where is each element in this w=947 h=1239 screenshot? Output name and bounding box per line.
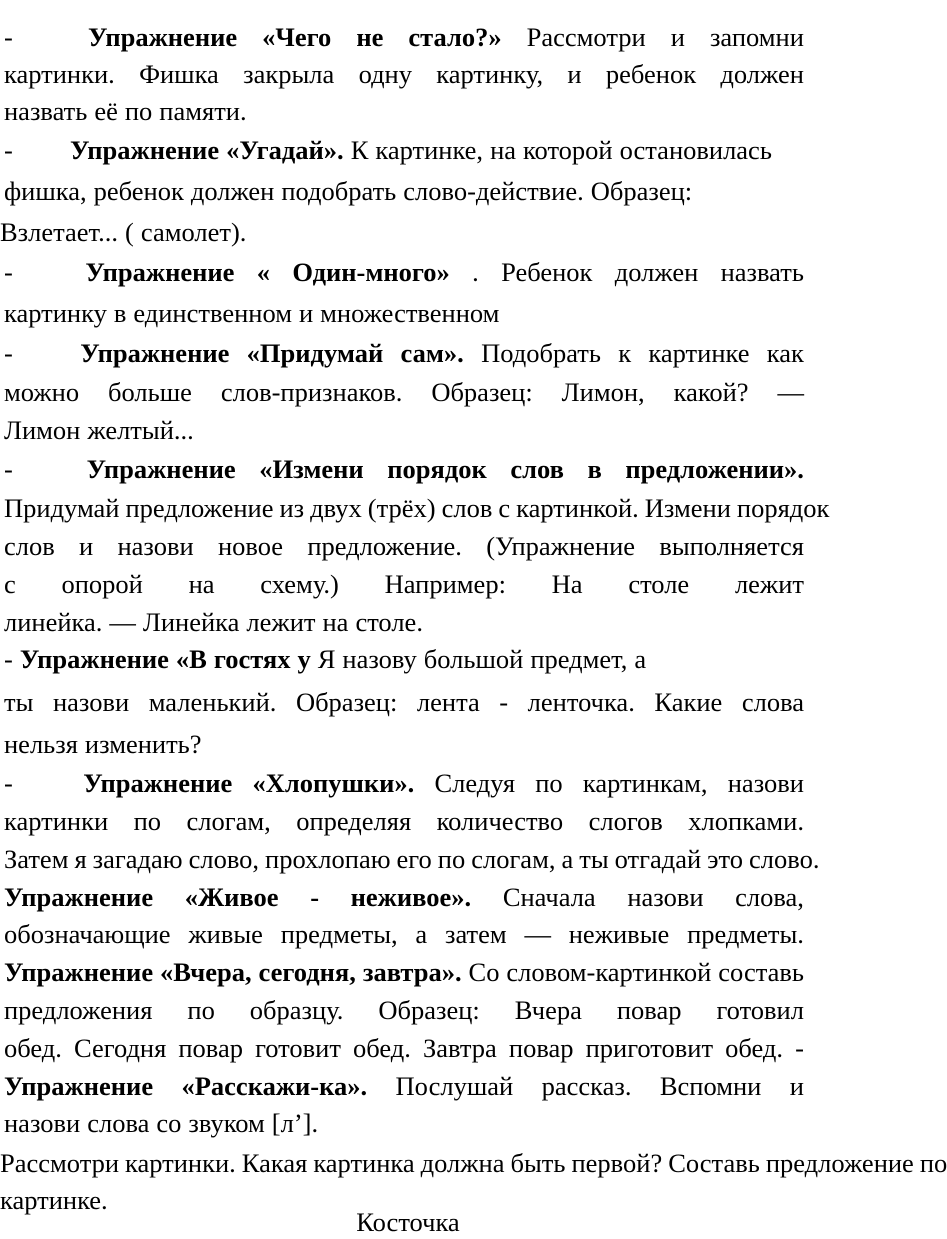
text-line [4,259,804,286]
text-line [4,571,804,598]
body-word: Какая [241,1148,308,1178]
body-word: я [74,844,87,874]
exercise-title-word: «Чего [262,22,332,52]
body-word: предметы, [280,919,398,949]
body-word: назвать [720,257,804,287]
body-word: картинкой. [516,493,639,523]
body-word: со [156,1108,182,1138]
body-word: Лимон, [561,377,645,407]
body-word: Образец: [295,687,398,717]
body-word: и [567,59,582,89]
body-word: нельзя [4,729,78,759]
exercise-title-word: Один-много» [292,257,450,287]
exercise-title-word: предложении». [625,454,804,484]
body-word: картинки. [125,1148,236,1178]
text-line [4,1035,804,1062]
body-word: словом-картинкой [506,957,712,987]
body-word: слогам, [471,844,556,874]
body-word: составь [718,957,804,987]
body-word: Следуя [434,768,516,798]
body-word: — [109,607,136,637]
list-dash: - [4,644,13,674]
body-word: Образец: [431,377,533,407]
body-word: это [707,844,744,874]
body-word: быть [510,1148,566,1178]
exercise-title-word: у [297,644,311,674]
body-word: живые [188,919,263,949]
body-word: закрыла [243,59,335,89]
body-word: по [437,844,466,874]
body-word: самолет). [140,217,247,247]
list-dash: - [4,135,13,165]
text-line [4,340,804,367]
exercise-title-word: «Придумай [246,338,384,368]
body-word: схему.) [260,569,339,599]
body-word: по [133,806,162,836]
body-word: назови [52,687,130,717]
body-word: Составь [668,1148,760,1178]
body-word: множественном [320,298,500,328]
body-word: должен [190,176,275,206]
exercise-title-word: Упражнение [70,135,220,165]
exercise-title-word: гостях [213,644,291,674]
body-word: - [795,1033,804,1063]
text-line [4,493,830,523]
body-word: слова [87,1108,150,1138]
body-word: назови [4,1108,81,1138]
body-word: (Упражнение [486,531,636,561]
body-word: должна [420,1148,505,1178]
body-word: Сегодня [73,1033,167,1063]
text-line [4,770,804,797]
body-word: (трёх) [367,493,436,523]
body-word: Линейка [142,607,240,637]
list-dash: - [4,338,13,368]
body-word: Я [317,644,336,674]
body-word: затем [444,919,507,949]
body-word: запомни [709,22,804,52]
body-word: Придумай [4,493,120,523]
body-word: обозначающие [4,919,171,949]
body-word: первой? [571,1148,663,1178]
body-word: лежит [246,607,316,637]
body-word: определяя [296,806,412,836]
body-word: рассказ. [541,1071,632,1101]
exercise-title-word: Упражнение [4,957,154,987]
exercise-title-word: завтра». [362,957,462,987]
exercise-title-word: Упражнение [4,1071,154,1101]
body-word: одну [358,59,412,89]
exercise-title-word: Упражнение [88,22,238,52]
exercise-title-word: слов [510,454,564,484]
list-dash: - [4,22,13,52]
body-word: ребенок [605,59,697,89]
body-word: должен [614,257,699,287]
body-word: предложения [4,995,153,1025]
body-word: изменить? [84,729,202,759]
text-line [4,844,820,874]
body-word: на [322,607,349,637]
body-word: звуком [188,1108,265,1138]
body-word: количество [436,806,564,836]
exercise-title-word: Упражнение [86,454,236,484]
exercise-title-word: в [587,454,602,484]
body-word: предметы. [687,919,804,949]
exercise-title-word: «В [175,644,207,674]
story-title: Косточка [356,1207,460,1237]
body-word: по [535,768,563,798]
body-word: Ребенок [501,257,593,287]
body-word: маленький. [148,687,277,717]
body-word: по [187,995,215,1025]
text-line [4,609,423,636]
body-word: столе [628,569,690,599]
body-word: и [79,531,94,561]
body-word: картинке, [375,135,484,165]
body-word: картинки [4,806,109,836]
body-word: образцу. [249,995,344,1025]
exercise-title-word: Упражнение [83,768,233,798]
body-word: картинки. [4,59,115,89]
body-word: назови [117,531,194,561]
text-line [4,98,247,125]
body-word: — [524,919,551,949]
body-word: Лимон [4,415,81,445]
body-word: картинкам, [582,768,708,798]
exercise-title-word: неживое». [350,882,472,912]
text-line [0,219,246,246]
body-word: лента [416,687,480,717]
text-line [4,178,692,205]
body-word: Образец: [590,176,693,206]
exercise-title-word: Упражнение [19,644,169,674]
body-word: больше [108,377,192,407]
exercise-title-word: «Вчера, [160,957,252,987]
body-word: а [561,844,574,874]
list-dash: - [4,257,13,287]
text-line [4,997,804,1024]
body-word: желтый... [87,415,194,445]
body-word: из [279,493,305,523]
text-line [4,533,804,560]
exercise-title-word: не [356,22,384,52]
body-word: новое [217,531,284,561]
text-line [4,808,804,835]
exercise-title-word: Упражнение [4,882,154,912]
body-word: загадаю [92,844,183,874]
exercise-title-word: «Живое [184,882,279,912]
body-word: слов [441,493,493,523]
body-word: столе. [355,607,423,637]
body-word: К [350,135,369,165]
list-dash: - [4,768,13,798]
body-word: опорой [61,569,143,599]
body-word: слогов [588,806,663,836]
exercise-title-word: Упражнение [85,257,235,287]
body-word: должен [720,59,804,89]
text-line [4,959,804,986]
body-word: На [551,569,583,599]
body-word: лежит [734,569,804,599]
body-word: её [94,96,118,126]
body-word: слов-признаков. [220,377,403,407]
text-line [4,61,804,88]
body-word: картинку, [436,59,544,89]
text-line [4,137,772,164]
body-word: повар [508,1033,574,1063]
exercise-title-word: Упражнение [80,338,230,368]
body-word: фишка, [4,176,87,206]
body-word: Взлетает... [0,217,119,247]
body-word: повар [616,995,682,1025]
body-word: предложение [765,1148,914,1178]
body-word: в [113,298,127,328]
body-word: обед. [4,1033,62,1063]
body-word: и [789,1071,804,1101]
body-word: слово. [749,844,820,874]
body-word: по [124,96,153,126]
text-line [4,731,202,758]
body-word: с [4,569,16,599]
body-word: памяти. [159,96,247,126]
body-word: выполняется [659,531,804,561]
body-word: можно [4,377,80,407]
body-word: готовит [255,1033,341,1063]
body-word: слово, [188,844,260,874]
body-word: Со [468,957,500,987]
body-word: — [777,377,804,407]
text-line [4,300,499,327]
body-word: картинке [648,338,750,368]
exercise-title-word: «Расскажи-ка». [181,1071,368,1101]
body-word: [л’]. [271,1108,319,1138]
body-word: неживые [568,919,670,949]
body-word: Измени [644,493,731,523]
body-word: на [490,135,517,165]
body-word: Рассмотри [0,1148,120,1178]
body-word: картинке. [0,1185,108,1215]
body-word: Затем [4,844,69,874]
text-line [4,689,804,716]
exercise-title-word: сам». [400,338,464,368]
body-word: слогам, [186,806,271,836]
body-word: картинка [313,1148,415,1178]
list-dash: - [4,454,13,484]
exercise-title-word: сегодня, [258,957,356,987]
text-line [4,379,804,406]
text-line [4,921,804,948]
body-word: а [634,644,647,674]
body-word: Фишка [139,59,219,89]
text-line [4,884,804,911]
body-word: ты [4,687,34,717]
body-word: обед. [353,1033,411,1063]
body-word: его [396,844,432,874]
body-word: . [472,257,479,287]
body-word: картинку [4,298,107,328]
body-word: порядок [736,493,830,523]
body-word: - [499,687,509,717]
text-line [4,456,804,483]
body-word: слов [4,531,55,561]
body-word: Какие [654,687,723,717]
body-word: назови [727,768,804,798]
exercise-title-word: «Измени [259,454,364,484]
body-word: хлопками. [688,806,804,836]
body-word: к [618,338,632,368]
text-line [4,417,194,444]
exercise-title-word: «Угадай». [226,135,344,165]
text-line [4,1073,804,1100]
body-word: и [670,22,685,52]
body-word: Завтра [423,1033,497,1063]
body-word: которой [523,135,613,165]
body-word: слова, [735,882,804,912]
body-word: Вспомни [659,1071,762,1101]
body-word: а [415,919,428,949]
body-word: двух [310,493,362,523]
text-line [0,1148,947,1178]
body-word: Рассмотри [526,22,646,52]
body-word: Например: [384,569,506,599]
body-word: Вчера [514,995,582,1025]
body-word: отгадай [614,844,702,874]
body-word: ребенок [93,176,184,206]
body-word: назови [627,882,704,912]
body-word: прохлопаю [265,844,391,874]
body-word: назвать [4,96,88,126]
body-word: предложение [125,493,274,523]
text-line [4,24,804,51]
body-word: какой? [673,377,749,407]
body-word: предложение. [307,531,462,561]
exercise-title-word: порядок [387,454,487,484]
text-line [4,1110,318,1137]
body-word: остановилась [619,135,772,165]
exercise-title-word: - [310,882,320,912]
text-line [4,646,646,673]
body-word: по [919,1148,947,1178]
exercise-title-word: «Хлопушки». [252,768,415,798]
exercise-title-word: « [256,257,270,287]
body-word: обед. [725,1033,784,1063]
body-word: приготовит [585,1033,714,1063]
body-word: Образец: [378,995,480,1025]
body-word: ленточка. [527,687,635,717]
body-word: и [298,298,314,328]
body-word: единственном [133,298,292,328]
body-word: готовил [716,995,804,1025]
body-word: ( [125,217,134,247]
body-word: на [188,569,215,599]
body-word: линейка. [4,607,103,637]
body-word: с [498,493,511,523]
body-word: Подобрать [481,338,601,368]
body-word: слово-действие. [403,176,584,206]
body-word: подобрать [281,176,397,206]
body-word: как [766,338,804,368]
body-word: назову [342,644,417,674]
body-word: ты [579,844,609,874]
body-word: повар [178,1033,243,1063]
body-word: большой [423,644,524,674]
body-word: слова [741,687,804,717]
body-word: предмет, [530,644,628,674]
body-word: Послушай [395,1071,514,1101]
exercise-title-word: стало?» [408,22,502,52]
body-word: Сначала [502,882,596,912]
